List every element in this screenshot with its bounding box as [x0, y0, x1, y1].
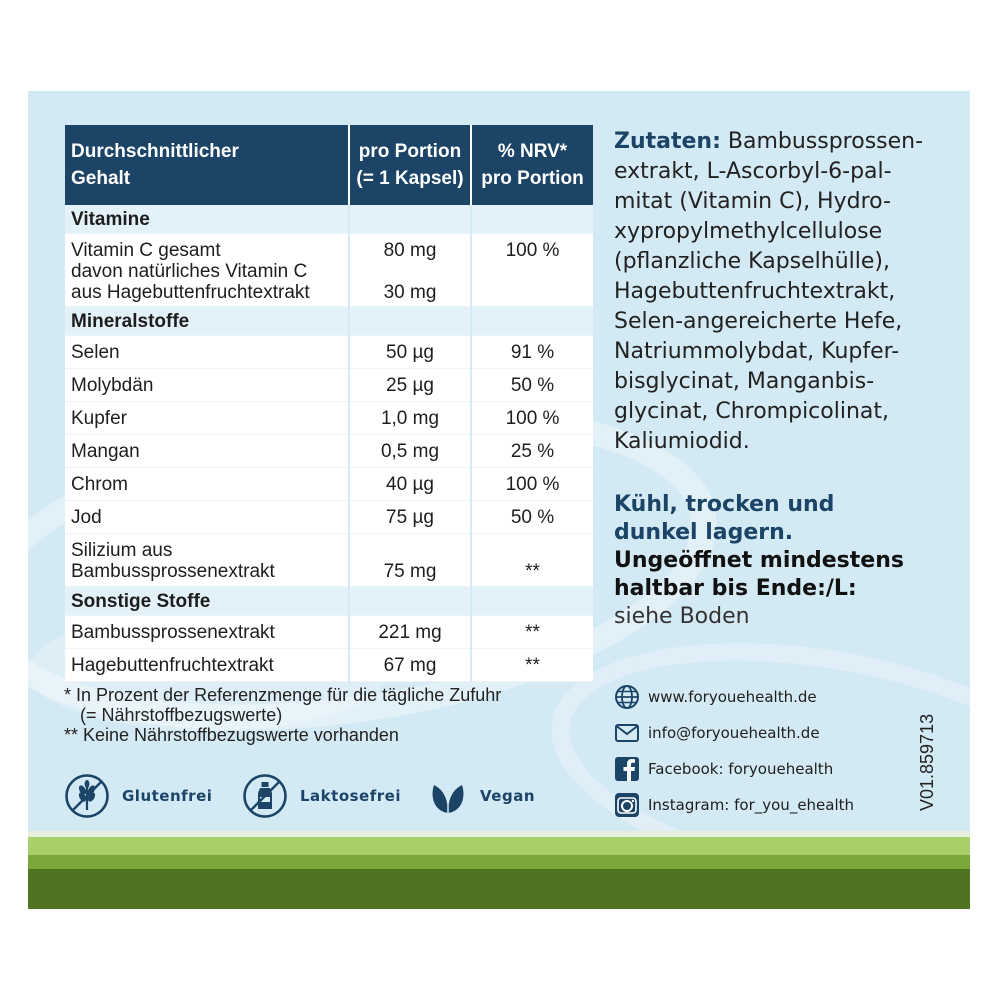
table-header-row: [65, 125, 593, 205]
nrv-value: 50 %: [471, 369, 593, 402]
section-row: [65, 205, 593, 234]
amount-value: 75 mg: [383, 561, 437, 582]
table-row: [65, 501, 593, 534]
footnote-nrv-continued: (= Nährstoffbezugswerte): [80, 705, 283, 725]
badge-gluten-free: [64, 773, 212, 819]
ingredients-line: Hagebuttenfruchtextrakt,: [614, 279, 896, 304]
ingredients-line: Kaliumiodid.: [614, 429, 750, 454]
nutrient-name: Silizium aus: [71, 540, 173, 561]
table-row: [65, 616, 593, 649]
amount-value: 67 mg: [349, 649, 471, 682]
table-row: [65, 468, 593, 501]
footnotes: [64, 685, 604, 745]
nrv-value: 100 %: [505, 240, 560, 261]
ingredients-line: extrakt, L-Ascorbyl-6-pal-: [614, 159, 892, 184]
nrv-value: 100 %: [471, 468, 593, 501]
badge-vegan: [428, 773, 535, 819]
header-text: pro Portion: [358, 141, 462, 162]
contact-text: Instagram: for_you_ehealth: [648, 796, 855, 814]
ingredients-line: Bambussprossen-: [727, 129, 924, 154]
header-text: Gehalt: [71, 168, 131, 189]
table-row: [65, 336, 593, 369]
header-nrv: [471, 125, 593, 205]
footnote-no-nrv: ** Keine Nährstoffbezugswerte vorhanden: [64, 725, 399, 745]
nutrient-name: Mangan: [65, 435, 349, 468]
header-per-portion: [349, 125, 471, 205]
storage-instruction: Kühl, trocken und: [614, 492, 835, 517]
bottom-stripe: [28, 869, 970, 909]
section-title: Vitamine: [65, 205, 349, 234]
badge-label: Vegan: [480, 787, 535, 805]
contact-list: [614, 679, 904, 823]
section-title: Mineralstoffe: [65, 307, 349, 336]
leaf-icon: [428, 773, 468, 819]
nrv-value: 91 %: [471, 336, 593, 369]
amount-value: 40 µg: [349, 468, 471, 501]
section-row: [65, 307, 593, 336]
nutrient-name: Vitamin C gesamt: [71, 240, 221, 261]
nrv-value: 50 %: [471, 501, 593, 534]
storage-info: [614, 491, 944, 631]
table-row: [65, 234, 593, 307]
nutrient-name: Bambussprossenextrakt: [65, 616, 349, 649]
header-text: pro Portion: [481, 168, 584, 189]
section-title: Sonstige Stoffe: [65, 587, 349, 616]
ingredients-line: mitat (Vitamin C), Hydro-: [614, 189, 891, 214]
ingredients-line: bisglycinat, Manganbis-: [614, 369, 875, 394]
nrv-value: **: [471, 649, 593, 682]
header-text: (= 1 Kapsel): [356, 168, 464, 189]
contact-website[interactable]: [614, 679, 904, 715]
ingredients-heading: Zutaten:: [614, 129, 721, 154]
ingredients-block: [614, 127, 932, 457]
nutrient-name: Selen: [65, 336, 349, 369]
amount-value: 75 µg: [349, 501, 471, 534]
nutrient-name: Jod: [65, 501, 349, 534]
storage-instruction: dunkel lagern.: [614, 520, 794, 545]
nutrient-name: Kupfer: [65, 402, 349, 435]
globe-icon: [614, 684, 640, 710]
ingredients-line: xypropylmethylcellulose: [614, 219, 883, 244]
contact-text: www.foryouehealth.de: [648, 688, 817, 706]
nutrient-name: Chrom: [65, 468, 349, 501]
nutrient-name: davon natürliches Vitamin C: [71, 261, 308, 282]
contact-email[interactable]: [614, 715, 904, 751]
section-row: [65, 587, 593, 616]
ingredients-line: Selen-angereicherte Hefe,: [614, 309, 903, 334]
contact-facebook[interactable]: [614, 751, 904, 787]
nrv-value: **: [471, 616, 593, 649]
amount-value: 1,0 mg: [349, 402, 471, 435]
nrv-value: 100 %: [471, 402, 593, 435]
best-before-reference: siehe Boden: [614, 604, 750, 629]
lot-code: V01.859713: [917, 713, 937, 811]
ingredients-text: [614, 129, 923, 454]
best-before-label: Ungeöffnet mindestens: [614, 548, 904, 573]
table-row: [65, 369, 593, 402]
amount-value: 30 mg: [383, 282, 437, 303]
milk-bottle-icon: [242, 773, 288, 819]
badge-label: Glutenfrei: [122, 787, 213, 805]
ingredients-line: glycinat, Chrompicolinat,: [614, 399, 889, 424]
table-row: [65, 402, 593, 435]
mail-icon: [614, 720, 640, 746]
nutrient-name: Hagebuttenfruchtextrakt: [65, 649, 349, 682]
contact-instagram[interactable]: [614, 787, 904, 823]
product-label: [28, 91, 970, 909]
nutrient-name: aus Hagebuttenfruchtextrakt: [71, 282, 310, 303]
nutrient-name: Bambussprossenextrakt: [71, 561, 275, 582]
wheat-icon: [64, 773, 110, 819]
table-row: [65, 534, 593, 587]
header-content: [65, 125, 349, 205]
ingredients-line: (pflanzliche Kapselhülle),: [614, 249, 890, 274]
nutrition-table: [65, 125, 593, 682]
footnote-nrv: * In Prozent der Referenzmenge für die tägliche Zufuhr: [64, 685, 502, 705]
ingredients-line: Natriummolybdat, Kupfer-: [614, 339, 900, 364]
amount-value: 50 µg: [349, 336, 471, 369]
amount-value: 221 mg: [349, 616, 471, 649]
bottom-stripe: [28, 855, 970, 869]
table-row: [65, 435, 593, 468]
header-text: Durchschnittlicher: [71, 141, 239, 162]
instagram-icon: [614, 792, 640, 818]
diet-badges: [64, 773, 604, 823]
best-before-label: haltbar bis Ende:/L:: [614, 576, 857, 601]
nutrient-name: Molybdän: [65, 369, 349, 402]
amount-value: 80 mg: [383, 240, 437, 261]
facebook-icon: [614, 756, 640, 782]
header-text: % NRV*: [497, 141, 568, 162]
amount-value: 0,5 mg: [349, 435, 471, 468]
nrv-value: **: [525, 561, 540, 582]
amount-value: 25 µg: [349, 369, 471, 402]
nrv-value: 25 %: [471, 435, 593, 468]
contact-text: Facebook: foryouehealth: [648, 760, 834, 778]
table-row: [65, 649, 593, 682]
badge-label: Laktosefrei: [300, 787, 401, 805]
badge-lactose-free: [242, 773, 401, 819]
contact-text: info@foryouehealth.de: [648, 724, 820, 742]
bottom-stripe: [28, 837, 970, 855]
